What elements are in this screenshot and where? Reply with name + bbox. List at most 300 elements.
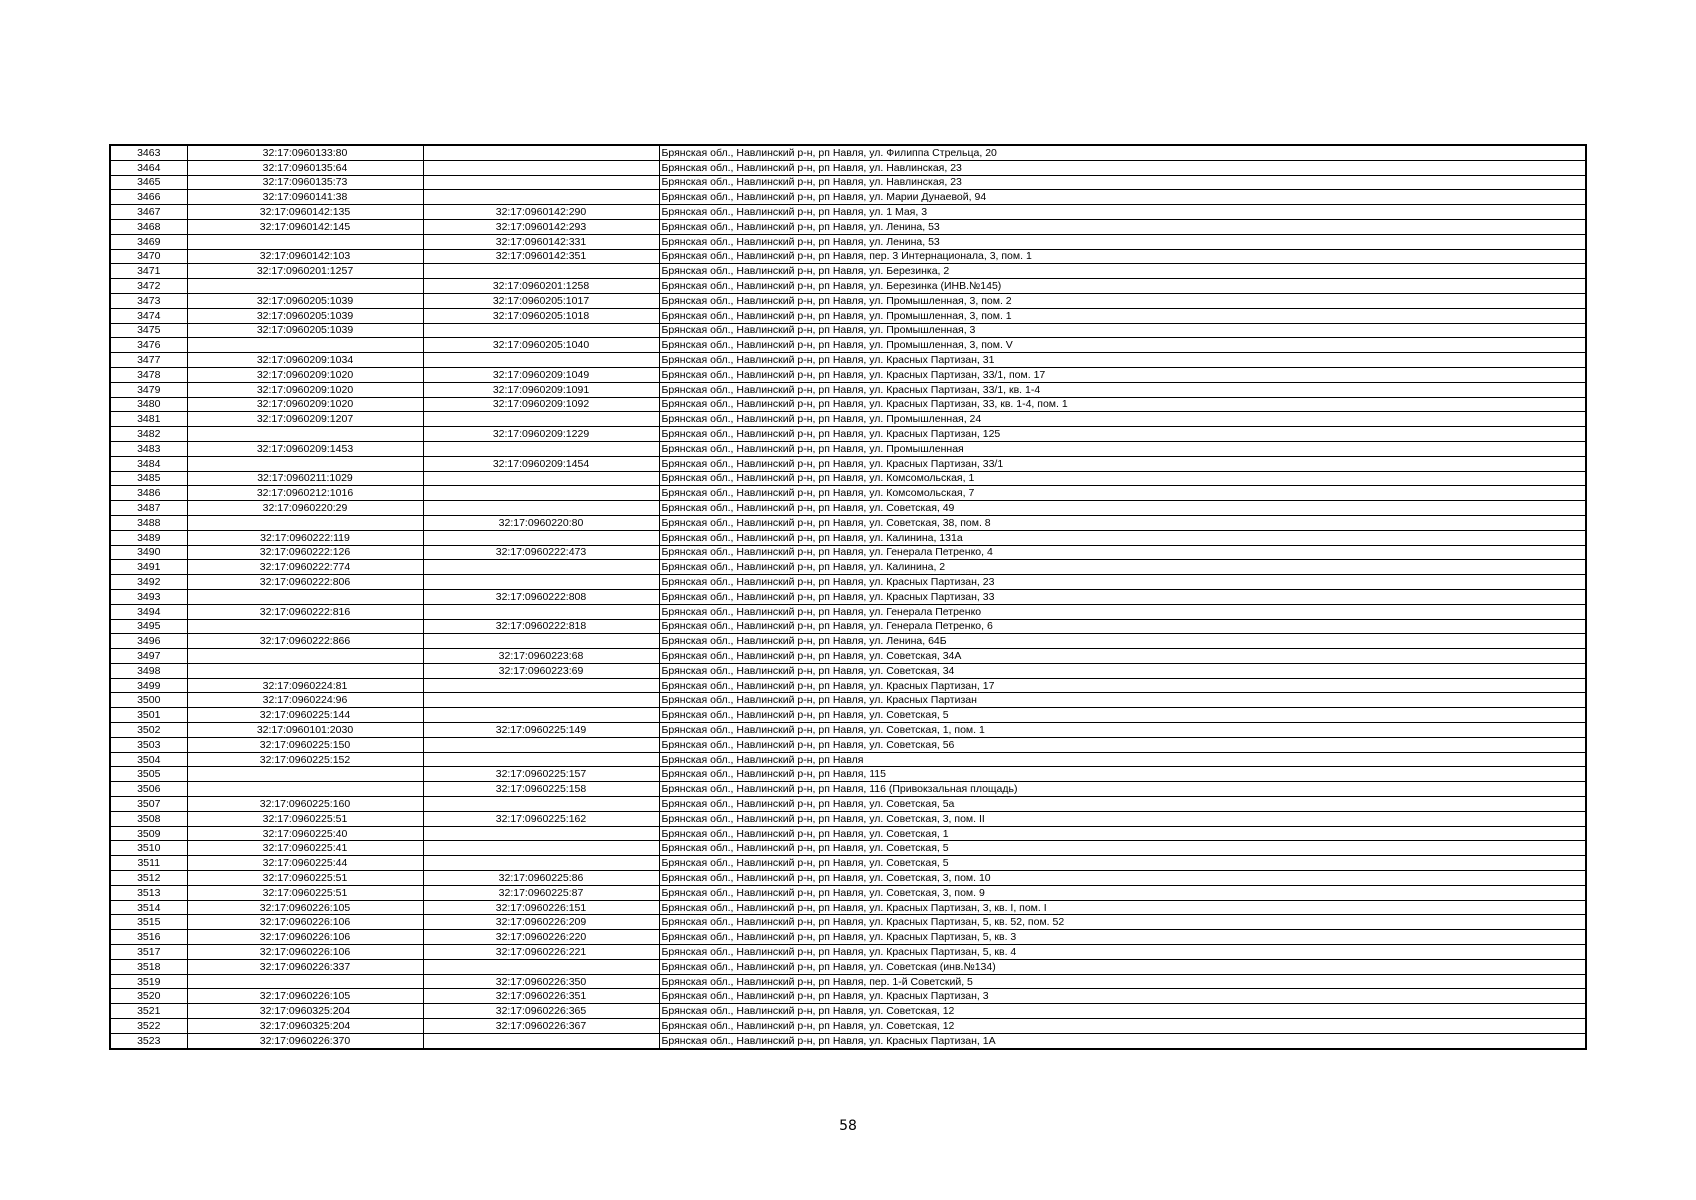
cadastral-number-cell: 32:17:0960226:106 <box>187 945 423 960</box>
table-row <box>110 353 1586 368</box>
row-number-cell: 3483 <box>110 441 187 456</box>
table-row <box>110 915 1586 930</box>
linked-cadastral-number-cell <box>423 175 659 190</box>
cadastral-number-cell: 32:17:0960225:51 <box>187 871 423 886</box>
table-row <box>110 708 1586 723</box>
cadastral-number-cell: 32:17:0960226:370 <box>187 1033 423 1048</box>
row-number-cell: 3482 <box>110 427 187 442</box>
cadastral-number-cell: 32:17:0960225:51 <box>187 885 423 900</box>
cadastral-number-cell <box>187 279 423 294</box>
row-number-cell: 3468 <box>110 219 187 234</box>
table-row <box>110 501 1586 516</box>
cadastral-number-cell: 32:17:0960225:44 <box>187 856 423 871</box>
cadastral-number-cell: 32:17:0960225:41 <box>187 841 423 856</box>
table-row <box>110 515 1586 530</box>
linked-cadastral-number-cell: 32:17:0960226:220 <box>423 930 659 945</box>
table-row <box>110 205 1586 220</box>
linked-cadastral-number-cell: 32:17:0960142:290 <box>423 205 659 220</box>
table-row <box>110 530 1586 545</box>
linked-cadastral-number-cell: 32:17:0960225:157 <box>423 767 659 782</box>
row-number-cell: 3485 <box>110 471 187 486</box>
cadastral-number-cell: 32:17:0960226:106 <box>187 915 423 930</box>
table-row <box>110 175 1586 190</box>
address-cell: Брянская обл., Навлинский р-н, рп Навля, ул. Генерала Петренко, 6 <box>659 619 1586 634</box>
cadastral-number-cell: 32:17:0960142:135 <box>187 205 423 220</box>
table-row <box>110 619 1586 634</box>
row-number-cell: 3478 <box>110 367 187 382</box>
row-number-cell: 3515 <box>110 915 187 930</box>
linked-cadastral-number-cell: 32:17:0960226:365 <box>423 1004 659 1019</box>
row-number-cell: 3477 <box>110 353 187 368</box>
cadastral-number-cell: 32:17:0960135:73 <box>187 175 423 190</box>
table-row <box>110 797 1586 812</box>
linked-cadastral-number-cell: 32:17:0960226:367 <box>423 1019 659 1034</box>
table-row <box>110 678 1586 693</box>
address-cell: Брянская обл., Навлинский р-н, рп Навля, 116 (Привокзальная площадь) <box>659 782 1586 797</box>
table-row <box>110 441 1586 456</box>
address-cell: Брянская обл., Навлинский р-н, рп Навля, ул. Советская, 1 <box>659 826 1586 841</box>
table-row <box>110 841 1586 856</box>
address-cell: Брянская обл., Навлинский р-н, рп Навля, ул. Марии Дунаевой, 94 <box>659 190 1586 205</box>
row-number-cell: 3488 <box>110 515 187 530</box>
address-cell: Брянская обл., Навлинский р-н, рп Навля, ул. Ленина, 53 <box>659 234 1586 249</box>
linked-cadastral-number-cell: 32:17:0960226:209 <box>423 915 659 930</box>
row-number-cell: 3489 <box>110 530 187 545</box>
linked-cadastral-number-cell <box>423 678 659 693</box>
address-cell: Брянская обл., Навлинский р-н, рп Навля, ул. Советская, 49 <box>659 501 1586 516</box>
table-row <box>110 826 1586 841</box>
cadastral-number-cell: 32:17:0960209:1020 <box>187 367 423 382</box>
address-cell: Брянская обл., Навлинский р-н, рп Навля, ул. Советская, 5 <box>659 841 1586 856</box>
table-row <box>110 219 1586 234</box>
linked-cadastral-number-cell <box>423 797 659 812</box>
table-row <box>110 737 1586 752</box>
table-row <box>110 560 1586 575</box>
address-cell: Брянская обл., Навлинский р-н, рп Навля, пер. 1-й Советский, 5 <box>659 974 1586 989</box>
row-number-cell: 3519 <box>110 974 187 989</box>
row-number-cell: 3471 <box>110 264 187 279</box>
address-cell: Брянская обл., Навлинский р-н, рп Навля, ул. Советская, 12 <box>659 1004 1586 1019</box>
table-row <box>110 723 1586 738</box>
cadastral-number-cell <box>187 649 423 664</box>
row-number-cell: 3498 <box>110 663 187 678</box>
address-cell: Брянская обл., Навлинский р-н, рп Навля, ул. Ленина, 53 <box>659 219 1586 234</box>
address-cell: Брянская обл., Навлинский р-н, рп Навля, ул. Березинка, 2 <box>659 264 1586 279</box>
address-cell: Брянская обл., Навлинский р-н, рп Навля, ул. Советская, 5 <box>659 708 1586 723</box>
cadastral-number-cell: 32:17:0960325:204 <box>187 1004 423 1019</box>
linked-cadastral-number-cell <box>423 752 659 767</box>
linked-cadastral-number-cell <box>423 501 659 516</box>
linked-cadastral-number-cell <box>423 190 659 205</box>
cadastral-number-cell: 32:17:0960209:1453 <box>187 441 423 456</box>
table-row <box>110 752 1586 767</box>
table-row <box>110 811 1586 826</box>
linked-cadastral-number-cell <box>423 708 659 723</box>
address-cell: Брянская обл., Навлинский р-н, рп Навля, ул. Филиппа Стрельца, 20 <box>659 145 1586 160</box>
address-cell: Брянская обл., Навлинский р-н, рп Навля, ул. Красных Партизан, 125 <box>659 427 1586 442</box>
table-row <box>110 545 1586 560</box>
row-number-cell: 3516 <box>110 930 187 945</box>
row-number-cell: 3464 <box>110 160 187 175</box>
table-row <box>110 308 1586 323</box>
cadastral-number-cell: 32:17:0960205:1039 <box>187 293 423 308</box>
cadastral-number-cell: 32:17:0960222:774 <box>187 560 423 575</box>
address-cell: Брянская обл., Навлинский р-н, рп Навля, ул. Красных Партизан, 33/1, пом. 17 <box>659 367 1586 382</box>
row-number-cell: 3491 <box>110 560 187 575</box>
row-number-cell: 3490 <box>110 545 187 560</box>
address-cell: Брянская обл., Навлинский р-н, рп Навля, ул. Березинка (ИНВ.№145) <box>659 279 1586 294</box>
row-number-cell: 3467 <box>110 205 187 220</box>
row-number-cell: 3518 <box>110 959 187 974</box>
table-row <box>110 885 1586 900</box>
row-number-cell: 3473 <box>110 293 187 308</box>
linked-cadastral-number-cell: 32:17:0960222:473 <box>423 545 659 560</box>
linked-cadastral-number-cell: 32:17:0960226:350 <box>423 974 659 989</box>
linked-cadastral-number-cell: 32:17:0960223:68 <box>423 649 659 664</box>
address-cell: Брянская обл., Навлинский р-н, рп Навля, ул. Красных Партизан, 33/1 <box>659 456 1586 471</box>
linked-cadastral-number-cell: 32:17:0960209:1049 <box>423 367 659 382</box>
address-cell: Брянская обл., Навлинский р-н, рп Навля, ул. Советская, 3, пом. 10 <box>659 871 1586 886</box>
row-number-cell: 3521 <box>110 1004 187 1019</box>
linked-cadastral-number-cell <box>423 604 659 619</box>
cadastral-number-cell: 32:17:0960222:806 <box>187 575 423 590</box>
linked-cadastral-number-cell: 32:17:0960226:351 <box>423 989 659 1004</box>
linked-cadastral-number-cell: 32:17:0960222:808 <box>423 589 659 604</box>
table-row <box>110 649 1586 664</box>
address-cell: Брянская обл., Навлинский р-н, рп Навля, ул. Навлинская, 23 <box>659 160 1586 175</box>
row-number-cell: 3492 <box>110 575 187 590</box>
address-cell: Брянская обл., Навлинский р-н, рп Навля, ул. Промышленная, 3, пом. 2 <box>659 293 1586 308</box>
row-number-cell: 3514 <box>110 900 187 915</box>
row-number-cell: 3508 <box>110 811 187 826</box>
table-row <box>110 234 1586 249</box>
cadastral-number-cell <box>187 427 423 442</box>
linked-cadastral-number-cell <box>423 145 659 160</box>
cadastral-number-cell: 32:17:0960133:80 <box>187 145 423 160</box>
table-row <box>110 575 1586 590</box>
linked-cadastral-number-cell: 32:17:0960225:87 <box>423 885 659 900</box>
address-cell: Брянская обл., Навлинский р-н, рп Навля, ул. Генерала Петренко, 4 <box>659 545 1586 560</box>
linked-cadastral-number-cell: 32:17:0960225:158 <box>423 782 659 797</box>
cadastral-number-cell: 32:17:0960205:1039 <box>187 323 423 338</box>
linked-cadastral-number-cell: 32:17:0960225:162 <box>423 811 659 826</box>
linked-cadastral-number-cell <box>423 353 659 368</box>
cadastral-number-cell: 32:17:0960226:105 <box>187 900 423 915</box>
address-cell: Брянская обл., Навлинский р-н, рп Навля, ул. Промышленная, 3, пом. 1 <box>659 308 1586 323</box>
address-cell: Брянская обл., Навлинский р-н, рп Навля <box>659 752 1586 767</box>
table-row <box>110 974 1586 989</box>
row-number-cell: 3499 <box>110 678 187 693</box>
address-cell: Брянская обл., Навлинский р-н, рп Навля, ул. Калинина, 2 <box>659 560 1586 575</box>
address-cell: Брянская обл., Навлинский р-н, рп Навля, ул. Советская (инв.№134) <box>659 959 1586 974</box>
row-number-cell: 3475 <box>110 323 187 338</box>
table-row <box>110 767 1586 782</box>
address-cell: Брянская обл., Навлинский р-н, рп Навля, ул. Советская, 34 <box>659 663 1586 678</box>
row-number-cell: 3463 <box>110 145 187 160</box>
row-number-cell: 3484 <box>110 456 187 471</box>
address-cell: Брянская обл., Навлинский р-н, рп Навля, ул. Промышленная, 3, пом. V <box>659 338 1586 353</box>
address-cell: Брянская обл., Навлинский р-н, рп Навля, ул. Красных Партизан, 1А <box>659 1033 1586 1048</box>
cadastral-number-cell: 32:17:0960222:866 <box>187 634 423 649</box>
linked-cadastral-number-cell <box>423 737 659 752</box>
cadastral-number-cell <box>187 338 423 353</box>
table-row <box>110 663 1586 678</box>
linked-cadastral-number-cell <box>423 575 659 590</box>
linked-cadastral-number-cell: 32:17:0960225:149 <box>423 723 659 738</box>
row-number-cell: 3486 <box>110 486 187 501</box>
cadastral-number-cell: 32:17:0960225:150 <box>187 737 423 752</box>
linked-cadastral-number-cell <box>423 486 659 501</box>
address-cell: Брянская обл., Навлинский р-н, рп Навля, ул. Советская, 3, пом. II <box>659 811 1586 826</box>
table-row <box>110 634 1586 649</box>
linked-cadastral-number-cell <box>423 959 659 974</box>
table-row <box>110 900 1586 915</box>
registry-table <box>109 144 1587 1050</box>
linked-cadastral-number-cell: 32:17:0960223:69 <box>423 663 659 678</box>
row-number-cell: 3472 <box>110 279 187 294</box>
cadastral-number-cell: 32:17:0960225:160 <box>187 797 423 812</box>
cadastral-number-cell <box>187 589 423 604</box>
cadastral-number-cell: 32:17:0960325:204 <box>187 1019 423 1034</box>
address-cell: Брянская обл., Навлинский р-н, рп Навля, ул. Красных Партизан, 33/1, кв. 1-4 <box>659 382 1586 397</box>
cadastral-number-cell: 32:17:0960224:81 <box>187 678 423 693</box>
row-number-cell: 3474 <box>110 308 187 323</box>
cadastral-number-cell: 32:17:0960209:1020 <box>187 397 423 412</box>
cadastral-number-cell: 32:17:0960225:40 <box>187 826 423 841</box>
table-row <box>110 367 1586 382</box>
linked-cadastral-number-cell: 32:17:0960226:221 <box>423 945 659 960</box>
linked-cadastral-number-cell: 32:17:0960225:86 <box>423 871 659 886</box>
linked-cadastral-number-cell <box>423 471 659 486</box>
address-cell: Брянская обл., Навлинский р-н, рп Навля, ул. Промышленная, 3 <box>659 323 1586 338</box>
table-row <box>110 782 1586 797</box>
address-cell: Брянская обл., Навлинский р-н, рп Навля, ул. Красных Партизан, 5, кв. 3 <box>659 930 1586 945</box>
address-cell: Брянская обл., Навлинский р-н, рп Навля, ул. Красных Партизан, 3 <box>659 989 1586 1004</box>
row-number-cell: 3480 <box>110 397 187 412</box>
cadastral-number-cell: 32:17:0960225:144 <box>187 708 423 723</box>
registry-table-body <box>110 145 1586 1049</box>
address-cell: Брянская обл., Навлинский р-н, рп Навля, ул. 1 Мая, 3 <box>659 205 1586 220</box>
cadastral-number-cell: 32:17:0960135:64 <box>187 160 423 175</box>
linked-cadastral-number-cell <box>423 323 659 338</box>
table-row <box>110 338 1586 353</box>
table-row <box>110 604 1586 619</box>
address-cell: Брянская обл., Навлинский р-н, рп Навля, ул. Красных Партизан, 3, кв. I, пом. I <box>659 900 1586 915</box>
cadastral-number-cell: 32:17:0960141:38 <box>187 190 423 205</box>
row-number-cell: 3496 <box>110 634 187 649</box>
linked-cadastral-number-cell <box>423 856 659 871</box>
row-number-cell: 3466 <box>110 190 187 205</box>
cadastral-number-cell: 32:17:0960201:1257 <box>187 264 423 279</box>
table-row <box>110 323 1586 338</box>
table-row <box>110 293 1586 308</box>
address-cell: Брянская обл., Навлинский р-н, рп Навля, ул. Красных Партизан, 23 <box>659 575 1586 590</box>
table-row <box>110 486 1586 501</box>
row-number-cell: 3501 <box>110 708 187 723</box>
cadastral-number-cell <box>187 234 423 249</box>
address-cell: Брянская обл., Навлинский р-н, рп Навля, 115 <box>659 767 1586 782</box>
address-cell: Брянская обл., Навлинский р-н, рп Навля, ул. Советская, 1, пом. 1 <box>659 723 1586 738</box>
row-number-cell: 3511 <box>110 856 187 871</box>
linked-cadastral-number-cell <box>423 693 659 708</box>
address-cell: Брянская обл., Навлинский р-н, рп Навля, ул. Красных Партизан, 17 <box>659 678 1586 693</box>
table-row <box>110 160 1586 175</box>
table-row <box>110 989 1586 1004</box>
linked-cadastral-number-cell <box>423 412 659 427</box>
row-number-cell: 3523 <box>110 1033 187 1048</box>
cadastral-number-cell: 32:17:0960222:119 <box>187 530 423 545</box>
row-number-cell: 3509 <box>110 826 187 841</box>
cadastral-number-cell: 32:17:0960224:96 <box>187 693 423 708</box>
cadastral-number-cell <box>187 456 423 471</box>
cadastral-number-cell: 32:17:0960142:145 <box>187 219 423 234</box>
row-number-cell: 3469 <box>110 234 187 249</box>
address-cell: Брянская обл., Навлинский р-н, рп Навля, ул. Комсомольская, 1 <box>659 471 1586 486</box>
address-cell: Брянская обл., Навлинский р-н, рп Навля, ул. Промышленная, 24 <box>659 412 1586 427</box>
cadastral-number-cell: 32:17:0960220:29 <box>187 501 423 516</box>
linked-cadastral-number-cell: 32:17:0960142:331 <box>423 234 659 249</box>
linked-cadastral-number-cell: 32:17:0960209:1091 <box>423 382 659 397</box>
linked-cadastral-number-cell <box>423 1033 659 1048</box>
row-number-cell: 3493 <box>110 589 187 604</box>
table-row <box>110 959 1586 974</box>
cadastral-number-cell <box>187 974 423 989</box>
address-cell: Брянская обл., Навлинский р-н, рп Навля, ул. Генерала Петренко <box>659 604 1586 619</box>
linked-cadastral-number-cell: 32:17:0960226:151 <box>423 900 659 915</box>
cadastral-number-cell <box>187 619 423 634</box>
cadastral-number-cell: 32:17:0960225:152 <box>187 752 423 767</box>
table-row <box>110 589 1586 604</box>
linked-cadastral-number-cell <box>423 264 659 279</box>
table-row <box>110 279 1586 294</box>
cadastral-number-cell: 32:17:0960209:1020 <box>187 382 423 397</box>
cadastral-number-cell: 32:17:0960101:2030 <box>187 723 423 738</box>
table-row <box>110 1033 1586 1048</box>
linked-cadastral-number-cell: 32:17:0960142:351 <box>423 249 659 264</box>
row-number-cell: 3513 <box>110 885 187 900</box>
address-cell: Брянская обл., Навлинский р-н, рп Навля, ул. Промышленная <box>659 441 1586 456</box>
linked-cadastral-number-cell <box>423 160 659 175</box>
table-row <box>110 1004 1586 1019</box>
linked-cadastral-number-cell <box>423 841 659 856</box>
linked-cadastral-number-cell <box>423 530 659 545</box>
table-row <box>110 397 1586 412</box>
address-cell: Брянская обл., Навлинский р-н, рп Навля, пер. 3 Интернационала, 3, пом. 1 <box>659 249 1586 264</box>
row-number-cell: 3507 <box>110 797 187 812</box>
cadastral-number-cell: 32:17:0960211:1029 <box>187 471 423 486</box>
linked-cadastral-number-cell <box>423 826 659 841</box>
row-number-cell: 3522 <box>110 1019 187 1034</box>
linked-cadastral-number-cell: 32:17:0960209:1229 <box>423 427 659 442</box>
address-cell: Брянская обл., Навлинский р-н, рп Навля, ул. Ленина, 64Б <box>659 634 1586 649</box>
cadastral-number-cell <box>187 767 423 782</box>
table-row <box>110 249 1586 264</box>
address-cell: Брянская обл., Навлинский р-н, рп Навля, ул. Красных Партизан, 5, кв. 52, пом. 52 <box>659 915 1586 930</box>
linked-cadastral-number-cell <box>423 634 659 649</box>
row-number-cell: 3497 <box>110 649 187 664</box>
address-cell: Брянская обл., Навлинский р-н, рп Навля, ул. Красных Партизан, 33, кв. 1-4, пом. 1 <box>659 397 1586 412</box>
page-number: 58 <box>839 1118 857 1134</box>
address-cell: Брянская обл., Навлинский р-н, рп Навля, ул. Калинина, 131а <box>659 530 1586 545</box>
address-cell: Брянская обл., Навлинский р-н, рп Навля, ул. Советская, 56 <box>659 737 1586 752</box>
cadastral-number-cell <box>187 663 423 678</box>
linked-cadastral-number-cell: 32:17:0960142:293 <box>423 219 659 234</box>
address-cell: Брянская обл., Навлинский р-н, рп Навля, ул. Красных Партизан, 31 <box>659 353 1586 368</box>
row-number-cell: 3505 <box>110 767 187 782</box>
cadastral-number-cell: 32:17:0960226:337 <box>187 959 423 974</box>
table-row <box>110 412 1586 427</box>
linked-cadastral-number-cell: 32:17:0960205:1017 <box>423 293 659 308</box>
address-cell: Брянская обл., Навлинский р-н, рп Навля, ул. Советская, 5 <box>659 856 1586 871</box>
table-row <box>110 930 1586 945</box>
address-cell: Брянская обл., Навлинский р-н, рп Навля, ул. Советская, 34А <box>659 649 1586 664</box>
row-number-cell: 3512 <box>110 871 187 886</box>
linked-cadastral-number-cell: 32:17:0960205:1018 <box>423 308 659 323</box>
address-cell: Брянская обл., Навлинский р-н, рп Навля, ул. Навлинская, 23 <box>659 175 1586 190</box>
cadastral-number-cell: 32:17:0960205:1039 <box>187 308 423 323</box>
row-number-cell: 3502 <box>110 723 187 738</box>
cadastral-number-cell: 32:17:0960209:1207 <box>187 412 423 427</box>
cadastral-number-cell: 32:17:0960222:816 <box>187 604 423 619</box>
linked-cadastral-number-cell: 32:17:0960209:1454 <box>423 456 659 471</box>
row-number-cell: 3479 <box>110 382 187 397</box>
cadastral-number-cell: 32:17:0960142:103 <box>187 249 423 264</box>
table-row <box>110 145 1586 160</box>
table-row <box>110 427 1586 442</box>
row-number-cell: 3503 <box>110 737 187 752</box>
table-row <box>110 456 1586 471</box>
row-number-cell: 3517 <box>110 945 187 960</box>
table-row <box>110 382 1586 397</box>
table-row <box>110 871 1586 886</box>
cadastral-number-cell: 32:17:0960212:1016 <box>187 486 423 501</box>
row-number-cell: 3506 <box>110 782 187 797</box>
address-cell: Брянская обл., Навлинский р-н, рп Навля, ул. Советская, 3, пом. 9 <box>659 885 1586 900</box>
address-cell: Брянская обл., Навлинский р-н, рп Навля, ул. Советская, 5а <box>659 797 1586 812</box>
row-number-cell: 3510 <box>110 841 187 856</box>
cadastral-number-cell: 32:17:0960209:1034 <box>187 353 423 368</box>
row-number-cell: 3470 <box>110 249 187 264</box>
table-row <box>110 856 1586 871</box>
linked-cadastral-number-cell: 32:17:0960209:1092 <box>423 397 659 412</box>
table-row <box>110 1019 1586 1034</box>
address-cell: Брянская обл., Навлинский р-н, рп Навля, ул. Комсомольская, 7 <box>659 486 1586 501</box>
row-number-cell: 3476 <box>110 338 187 353</box>
address-cell: Брянская обл., Навлинский р-н, рп Навля, ул. Советская, 12 <box>659 1019 1586 1034</box>
table-row <box>110 471 1586 486</box>
table-row <box>110 693 1586 708</box>
table-row <box>110 264 1586 279</box>
row-number-cell: 3494 <box>110 604 187 619</box>
row-number-cell: 3481 <box>110 412 187 427</box>
row-number-cell: 3465 <box>110 175 187 190</box>
row-number-cell: 3487 <box>110 501 187 516</box>
address-cell: Брянская обл., Навлинский р-н, рп Навля, ул. Советская, 38, пом. 8 <box>659 515 1586 530</box>
linked-cadastral-number-cell: 32:17:0960220:80 <box>423 515 659 530</box>
row-number-cell: 3495 <box>110 619 187 634</box>
row-number-cell: 3504 <box>110 752 187 767</box>
linked-cadastral-number-cell: 32:17:0960201:1258 <box>423 279 659 294</box>
address-cell: Брянская обл., Навлинский р-н, рп Навля, ул. Красных Партизан, 33 <box>659 589 1586 604</box>
row-number-cell: 3520 <box>110 989 187 1004</box>
cadastral-number-cell <box>187 515 423 530</box>
address-cell: Брянская обл., Навлинский р-н, рп Навля, ул. Красных Партизан <box>659 693 1586 708</box>
table-row <box>110 945 1586 960</box>
cadastral-number-cell: 32:17:0960226:106 <box>187 930 423 945</box>
cadastral-number-cell: 32:17:0960226:105 <box>187 989 423 1004</box>
row-number-cell: 3500 <box>110 693 187 708</box>
linked-cadastral-number-cell: 32:17:0960205:1040 <box>423 338 659 353</box>
